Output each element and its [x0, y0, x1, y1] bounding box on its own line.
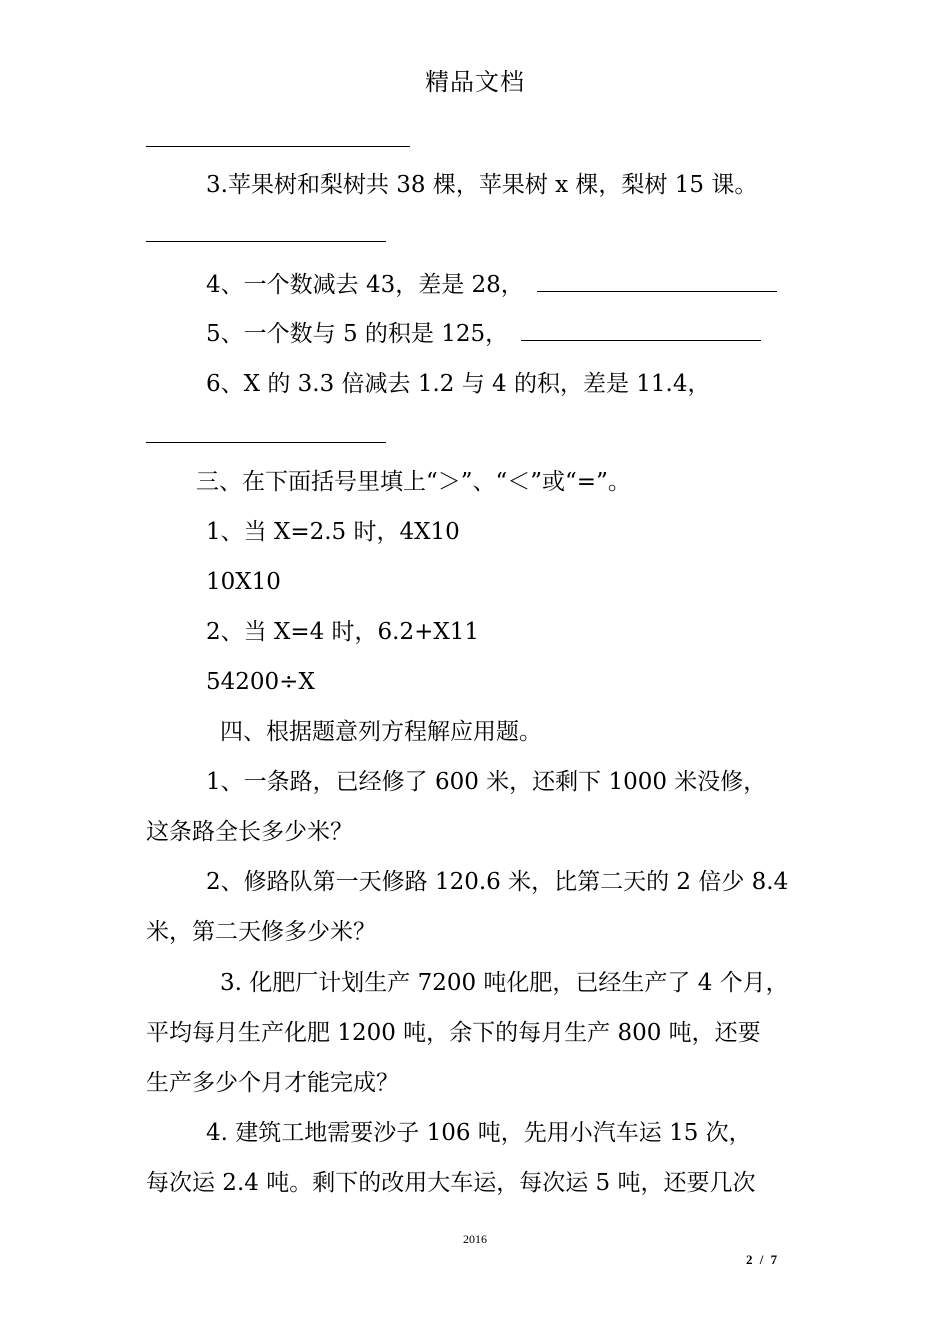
compare-line-3: 2、当 X=4 时，6.2+X11 [206, 619, 480, 645]
problem-3-line-3: 生产多少个月才能完成？ [146, 1070, 399, 1096]
section-3-heading: 三、在下面括号里填上“＞”、“＜”或“=”。 [196, 469, 631, 495]
question-3: 3.苹果树和梨树共 38 棵，苹果树 x 棵，梨树 15 课。 [206, 172, 758, 198]
question-5-row [206, 319, 761, 349]
question-6: 6、X 的 3.3 倍减去 1.2 与 4 的积，差是 11.4， [206, 371, 711, 397]
question-5: 5、一个数与 5 的积是 125， [206, 321, 509, 347]
answer-blank-line [146, 442, 386, 443]
compare-line-2: 10X10 [206, 569, 281, 595]
answer-blank-inline [537, 273, 777, 292]
page-number: 2 / 7 [746, 1252, 780, 1267]
question-4-row [206, 270, 777, 300]
section-4-heading: 四、根据题意列方程解应用题。 [220, 719, 542, 745]
problem-4-line-2: 每次运 2.4 吨。剩下的改用大车运，每次运 5 吨，还要几次 [146, 1170, 756, 1196]
problem-2-line-1: 2、修路队第一天修路 120.6 米，比第二天的 2 倍少 8.4 [206, 869, 789, 895]
problem-3-line-2: 平均每月生产化肥 1200 吨，余下的每月生产 800 吨，还要 [146, 1020, 761, 1046]
problem-3-line-1: 3. 化肥厂计划生产 7200 吨化肥，已经生产了 4 个月， [220, 970, 789, 996]
page-header-title: 精品文档 [425, 68, 525, 96]
answer-blank-line [146, 146, 410, 147]
problem-1-line-1: 1、一条路，已经修了 600 米，还剩下 1000 米没修， [206, 769, 767, 795]
answer-blank-inline [521, 322, 761, 341]
problem-2-line-2: 米，第二天修多少米？ [146, 919, 376, 945]
answer-blank-line [146, 241, 386, 242]
compare-line-4: 54200÷X [206, 669, 315, 695]
question-4: 4、一个数减去 43，差是 28， [206, 272, 524, 298]
problem-4-line-1: 4. 建筑工地需要沙子 106 吨，先用小汽车运 15 次， [206, 1120, 752, 1146]
footer-year: 2016 [463, 1232, 487, 1246]
compare-line-1: 1、当 X=2.5 时，4X10 [206, 519, 460, 545]
problem-1-line-2: 这条路全长多少米？ [146, 819, 353, 845]
